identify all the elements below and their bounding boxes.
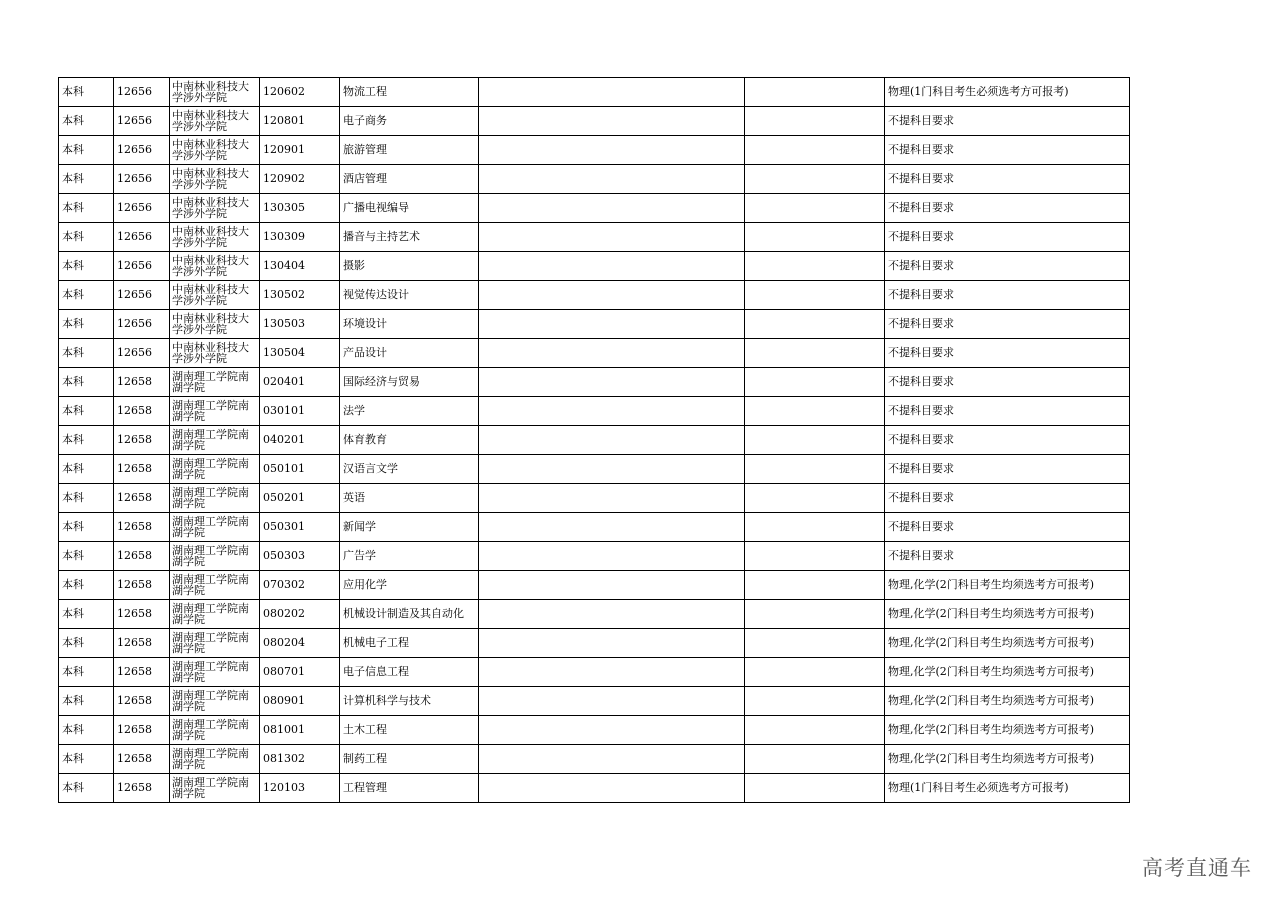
table-row <box>59 455 1130 484</box>
school-code-cell: 12656 <box>114 136 170 165</box>
school-code-cell: 12658 <box>114 426 170 455</box>
level-cell: 本科 <box>59 223 114 252</box>
school-code-cell: 12658 <box>114 484 170 513</box>
blank-cell <box>745 194 885 223</box>
major-code-cell: 120901 <box>260 136 340 165</box>
major-name-cell: 广告学 <box>340 542 479 571</box>
major-name-cell: 电子信息工程 <box>340 658 479 687</box>
level-cell: 本科 <box>59 368 114 397</box>
subject-requirement-cell: 不提科目要求 <box>885 542 1130 571</box>
school-code-cell: 12658 <box>114 629 170 658</box>
level-cell: 本科 <box>59 629 114 658</box>
major-name-cell: 摄影 <box>340 252 479 281</box>
major-code-cell: 050201 <box>260 484 340 513</box>
blank-cell <box>479 426 745 455</box>
level-cell: 本科 <box>59 165 114 194</box>
school-code-cell: 12656 <box>114 310 170 339</box>
level-cell: 本科 <box>59 571 114 600</box>
school-code-cell: 12656 <box>114 107 170 136</box>
blank-cell <box>479 194 745 223</box>
major-code-cell: 130504 <box>260 339 340 368</box>
major-name-cell: 旅游管理 <box>340 136 479 165</box>
level-cell: 本科 <box>59 600 114 629</box>
major-name-cell: 制药工程 <box>340 745 479 774</box>
school-name-cell: 湖南理工学院南湖学院 <box>170 774 260 803</box>
blank-cell <box>479 716 745 745</box>
subject-requirement-cell: 不提科目要求 <box>885 223 1130 252</box>
blank-cell <box>479 571 745 600</box>
blank-cell <box>479 136 745 165</box>
table-row <box>59 600 1130 629</box>
school-code-cell: 12658 <box>114 542 170 571</box>
subject-requirement-cell: 物理,化学(2门科目考生均须选考方可报考) <box>885 745 1130 774</box>
major-code-cell: 020401 <box>260 368 340 397</box>
major-code-cell: 120103 <box>260 774 340 803</box>
blank-cell <box>479 484 745 513</box>
level-cell: 本科 <box>59 484 114 513</box>
major-code-cell: 080701 <box>260 658 340 687</box>
major-name-cell: 产品设计 <box>340 339 479 368</box>
subject-requirement-cell: 不提科目要求 <box>885 513 1130 542</box>
school-name-cell: 湖南理工学院南湖学院 <box>170 571 260 600</box>
school-name-cell: 中南林业科技大学涉外学院 <box>170 136 260 165</box>
level-cell: 本科 <box>59 252 114 281</box>
level-cell: 本科 <box>59 78 114 107</box>
blank-cell <box>479 107 745 136</box>
table-row <box>59 629 1130 658</box>
blank-cell <box>745 281 885 310</box>
blank-cell <box>479 455 745 484</box>
school-code-cell: 12658 <box>114 687 170 716</box>
blank-cell <box>745 107 885 136</box>
major-name-cell: 国际经济与贸易 <box>340 368 479 397</box>
major-code-cell: 040201 <box>260 426 340 455</box>
subject-requirement-cell: 物理(1门科目考生必须选考方可报考) <box>885 78 1130 107</box>
level-cell: 本科 <box>59 774 114 803</box>
major-name-cell: 视觉传达设计 <box>340 281 479 310</box>
level-cell: 本科 <box>59 687 114 716</box>
table-row <box>59 310 1130 339</box>
blank-cell <box>479 368 745 397</box>
school-name-cell: 中南林业科技大学涉外学院 <box>170 252 260 281</box>
subject-requirement-cell: 不提科目要求 <box>885 484 1130 513</box>
level-cell: 本科 <box>59 281 114 310</box>
school-name-cell: 中南林业科技大学涉外学院 <box>170 281 260 310</box>
blank-cell <box>745 542 885 571</box>
school-name-cell: 湖南理工学院南湖学院 <box>170 513 260 542</box>
level-cell: 本科 <box>59 339 114 368</box>
level-cell: 本科 <box>59 455 114 484</box>
school-code-cell: 12658 <box>114 745 170 774</box>
subject-requirement-cell: 物理,化学(2门科目考生均须选考方可报考) <box>885 629 1130 658</box>
subject-requirement-cell: 不提科目要求 <box>885 252 1130 281</box>
table-row <box>59 281 1130 310</box>
level-cell: 本科 <box>59 136 114 165</box>
major-name-cell: 汉语言文学 <box>340 455 479 484</box>
blank-cell <box>745 339 885 368</box>
subject-requirement-cell: 不提科目要求 <box>885 339 1130 368</box>
school-name-cell: 湖南理工学院南湖学院 <box>170 542 260 571</box>
school-name-cell: 中南林业科技大学涉外学院 <box>170 78 260 107</box>
school-code-cell: 12656 <box>114 252 170 281</box>
blank-cell <box>479 600 745 629</box>
blank-cell <box>479 687 745 716</box>
subject-requirement-cell: 物理(1门科目考生必须选考方可报考) <box>885 774 1130 803</box>
school-code-cell: 12658 <box>114 455 170 484</box>
blank-cell <box>479 252 745 281</box>
table-row <box>59 542 1130 571</box>
blank-cell <box>479 397 745 426</box>
table-row <box>59 774 1130 803</box>
blank-cell <box>745 716 885 745</box>
subject-requirement-cell: 物理,化学(2门科目考生均须选考方可报考) <box>885 716 1130 745</box>
major-code-cell: 081001 <box>260 716 340 745</box>
subject-requirement-cell: 不提科目要求 <box>885 165 1130 194</box>
major-name-cell: 酒店管理 <box>340 165 479 194</box>
major-code-cell: 050301 <box>260 513 340 542</box>
major-code-cell: 130309 <box>260 223 340 252</box>
blank-cell <box>745 165 885 194</box>
table-row <box>59 426 1130 455</box>
blank-cell <box>745 687 885 716</box>
blank-cell <box>745 571 885 600</box>
blank-cell <box>745 136 885 165</box>
school-code-cell: 12656 <box>114 78 170 107</box>
subject-requirement-cell: 物理,化学(2门科目考生均须选考方可报考) <box>885 658 1130 687</box>
blank-cell <box>479 78 745 107</box>
major-name-cell: 环境设计 <box>340 310 479 339</box>
blank-cell <box>479 658 745 687</box>
major-name-cell: 机械电子工程 <box>340 629 479 658</box>
school-code-cell: 12656 <box>114 339 170 368</box>
blank-cell <box>745 397 885 426</box>
school-code-cell: 12658 <box>114 397 170 426</box>
school-name-cell: 湖南理工学院南湖学院 <box>170 658 260 687</box>
blank-cell <box>745 78 885 107</box>
table-row <box>59 571 1130 600</box>
school-name-cell: 湖南理工学院南湖学院 <box>170 484 260 513</box>
subject-requirement-cell: 不提科目要求 <box>885 194 1130 223</box>
school-code-cell: 12658 <box>114 571 170 600</box>
blank-cell <box>745 455 885 484</box>
level-cell: 本科 <box>59 542 114 571</box>
subject-requirement-cell: 不提科目要求 <box>885 310 1130 339</box>
watermark-text: 高考直通车 <box>1142 856 1252 880</box>
major-name-cell: 工程管理 <box>340 774 479 803</box>
major-code-cell: 120602 <box>260 78 340 107</box>
level-cell: 本科 <box>59 310 114 339</box>
blank-cell <box>745 629 885 658</box>
school-name-cell: 中南林业科技大学涉外学院 <box>170 223 260 252</box>
table-row <box>59 339 1130 368</box>
major-name-cell: 应用化学 <box>340 571 479 600</box>
school-name-cell: 中南林业科技大学涉外学院 <box>170 107 260 136</box>
major-name-cell: 电子商务 <box>340 107 479 136</box>
table-row <box>59 484 1130 513</box>
blank-cell <box>745 745 885 774</box>
school-name-cell: 湖南理工学院南湖学院 <box>170 687 260 716</box>
level-cell: 本科 <box>59 716 114 745</box>
school-name-cell: 湖南理工学院南湖学院 <box>170 600 260 629</box>
major-name-cell: 机械设计制造及其自动化 <box>340 600 479 629</box>
table-row <box>59 513 1130 542</box>
school-name-cell: 湖南理工学院南湖学院 <box>170 716 260 745</box>
school-name-cell: 湖南理工学院南湖学院 <box>170 455 260 484</box>
table-row <box>59 136 1130 165</box>
major-code-cell: 080204 <box>260 629 340 658</box>
major-code-cell: 080202 <box>260 600 340 629</box>
school-code-cell: 12658 <box>114 774 170 803</box>
school-name-cell: 湖南理工学院南湖学院 <box>170 629 260 658</box>
subject-requirement-cell: 不提科目要求 <box>885 426 1130 455</box>
subject-requirement-cell: 不提科目要求 <box>885 455 1130 484</box>
level-cell: 本科 <box>59 426 114 455</box>
subject-requirement-cell: 不提科目要求 <box>885 397 1130 426</box>
major-name-cell: 广播电视编导 <box>340 194 479 223</box>
school-name-cell: 湖南理工学院南湖学院 <box>170 397 260 426</box>
table-row <box>59 368 1130 397</box>
blank-cell <box>479 281 745 310</box>
blank-cell <box>479 165 745 194</box>
subject-requirement-cell: 物理,化学(2门科目考生均须选考方可报考) <box>885 687 1130 716</box>
school-name-cell: 中南林业科技大学涉外学院 <box>170 194 260 223</box>
table-row <box>59 252 1130 281</box>
table-row <box>59 397 1130 426</box>
subject-requirement-cell: 不提科目要求 <box>885 281 1130 310</box>
subject-requirement-cell: 不提科目要求 <box>885 368 1130 397</box>
blank-cell <box>479 310 745 339</box>
major-code-cell: 081302 <box>260 745 340 774</box>
blank-cell <box>745 484 885 513</box>
level-cell: 本科 <box>59 194 114 223</box>
school-code-cell: 12658 <box>114 368 170 397</box>
major-name-cell: 新闻学 <box>340 513 479 542</box>
school-code-cell: 12658 <box>114 513 170 542</box>
level-cell: 本科 <box>59 658 114 687</box>
table-row <box>59 745 1130 774</box>
major-code-cell: 070302 <box>260 571 340 600</box>
school-code-cell: 12656 <box>114 194 170 223</box>
blank-cell <box>745 368 885 397</box>
school-code-cell: 12656 <box>114 165 170 194</box>
table-row <box>59 687 1130 716</box>
school-name-cell: 湖南理工学院南湖学院 <box>170 426 260 455</box>
major-code-cell: 120801 <box>260 107 340 136</box>
school-code-cell: 12658 <box>114 658 170 687</box>
school-name-cell: 湖南理工学院南湖学院 <box>170 368 260 397</box>
school-name-cell: 中南林业科技大学涉外学院 <box>170 339 260 368</box>
subject-requirement-cell: 不提科目要求 <box>885 107 1130 136</box>
blank-cell <box>745 513 885 542</box>
table-body <box>59 78 1130 803</box>
blank-cell <box>479 223 745 252</box>
major-name-cell: 土木工程 <box>340 716 479 745</box>
major-name-cell: 播音与主持艺术 <box>340 223 479 252</box>
table-row <box>59 223 1130 252</box>
blank-cell <box>745 426 885 455</box>
school-name-cell: 中南林业科技大学涉外学院 <box>170 165 260 194</box>
table-row <box>59 165 1130 194</box>
major-name-cell: 体育教育 <box>340 426 479 455</box>
major-code-cell: 130502 <box>260 281 340 310</box>
blank-cell <box>479 774 745 803</box>
major-name-cell: 英语 <box>340 484 479 513</box>
major-code-cell: 030101 <box>260 397 340 426</box>
level-cell: 本科 <box>59 397 114 426</box>
school-name-cell: 湖南理工学院南湖学院 <box>170 745 260 774</box>
major-code-cell: 130305 <box>260 194 340 223</box>
blank-cell <box>745 600 885 629</box>
major-code-cell: 050101 <box>260 455 340 484</box>
blank-cell <box>479 513 745 542</box>
major-name-cell: 物流工程 <box>340 78 479 107</box>
major-code-cell: 080901 <box>260 687 340 716</box>
blank-cell <box>745 310 885 339</box>
school-code-cell: 12658 <box>114 716 170 745</box>
level-cell: 本科 <box>59 745 114 774</box>
table-row <box>59 194 1130 223</box>
blank-cell <box>479 542 745 571</box>
major-code-cell: 130404 <box>260 252 340 281</box>
school-name-cell: 中南林业科技大学涉外学院 <box>170 310 260 339</box>
admission-requirements-table <box>58 77 1130 803</box>
subject-requirement-cell: 物理,化学(2门科目考生均须选考方可报考) <box>885 571 1130 600</box>
school-code-cell: 12656 <box>114 281 170 310</box>
subject-requirement-cell: 不提科目要求 <box>885 136 1130 165</box>
blank-cell <box>745 774 885 803</box>
blank-cell <box>745 658 885 687</box>
major-code-cell: 130503 <box>260 310 340 339</box>
table-row <box>59 78 1130 107</box>
subject-requirement-cell: 物理,化学(2门科目考生均须选考方可报考) <box>885 600 1130 629</box>
school-code-cell: 12656 <box>114 223 170 252</box>
blank-cell <box>479 629 745 658</box>
level-cell: 本科 <box>59 513 114 542</box>
major-name-cell: 法学 <box>340 397 479 426</box>
blank-cell <box>745 252 885 281</box>
blank-cell <box>745 223 885 252</box>
major-name-cell: 计算机科学与技术 <box>340 687 479 716</box>
table-row <box>59 658 1130 687</box>
blank-cell <box>479 339 745 368</box>
major-code-cell: 120902 <box>260 165 340 194</box>
major-code-cell: 050303 <box>260 542 340 571</box>
level-cell: 本科 <box>59 107 114 136</box>
school-code-cell: 12658 <box>114 600 170 629</box>
blank-cell <box>479 745 745 774</box>
table-row <box>59 716 1130 745</box>
table-row <box>59 107 1130 136</box>
